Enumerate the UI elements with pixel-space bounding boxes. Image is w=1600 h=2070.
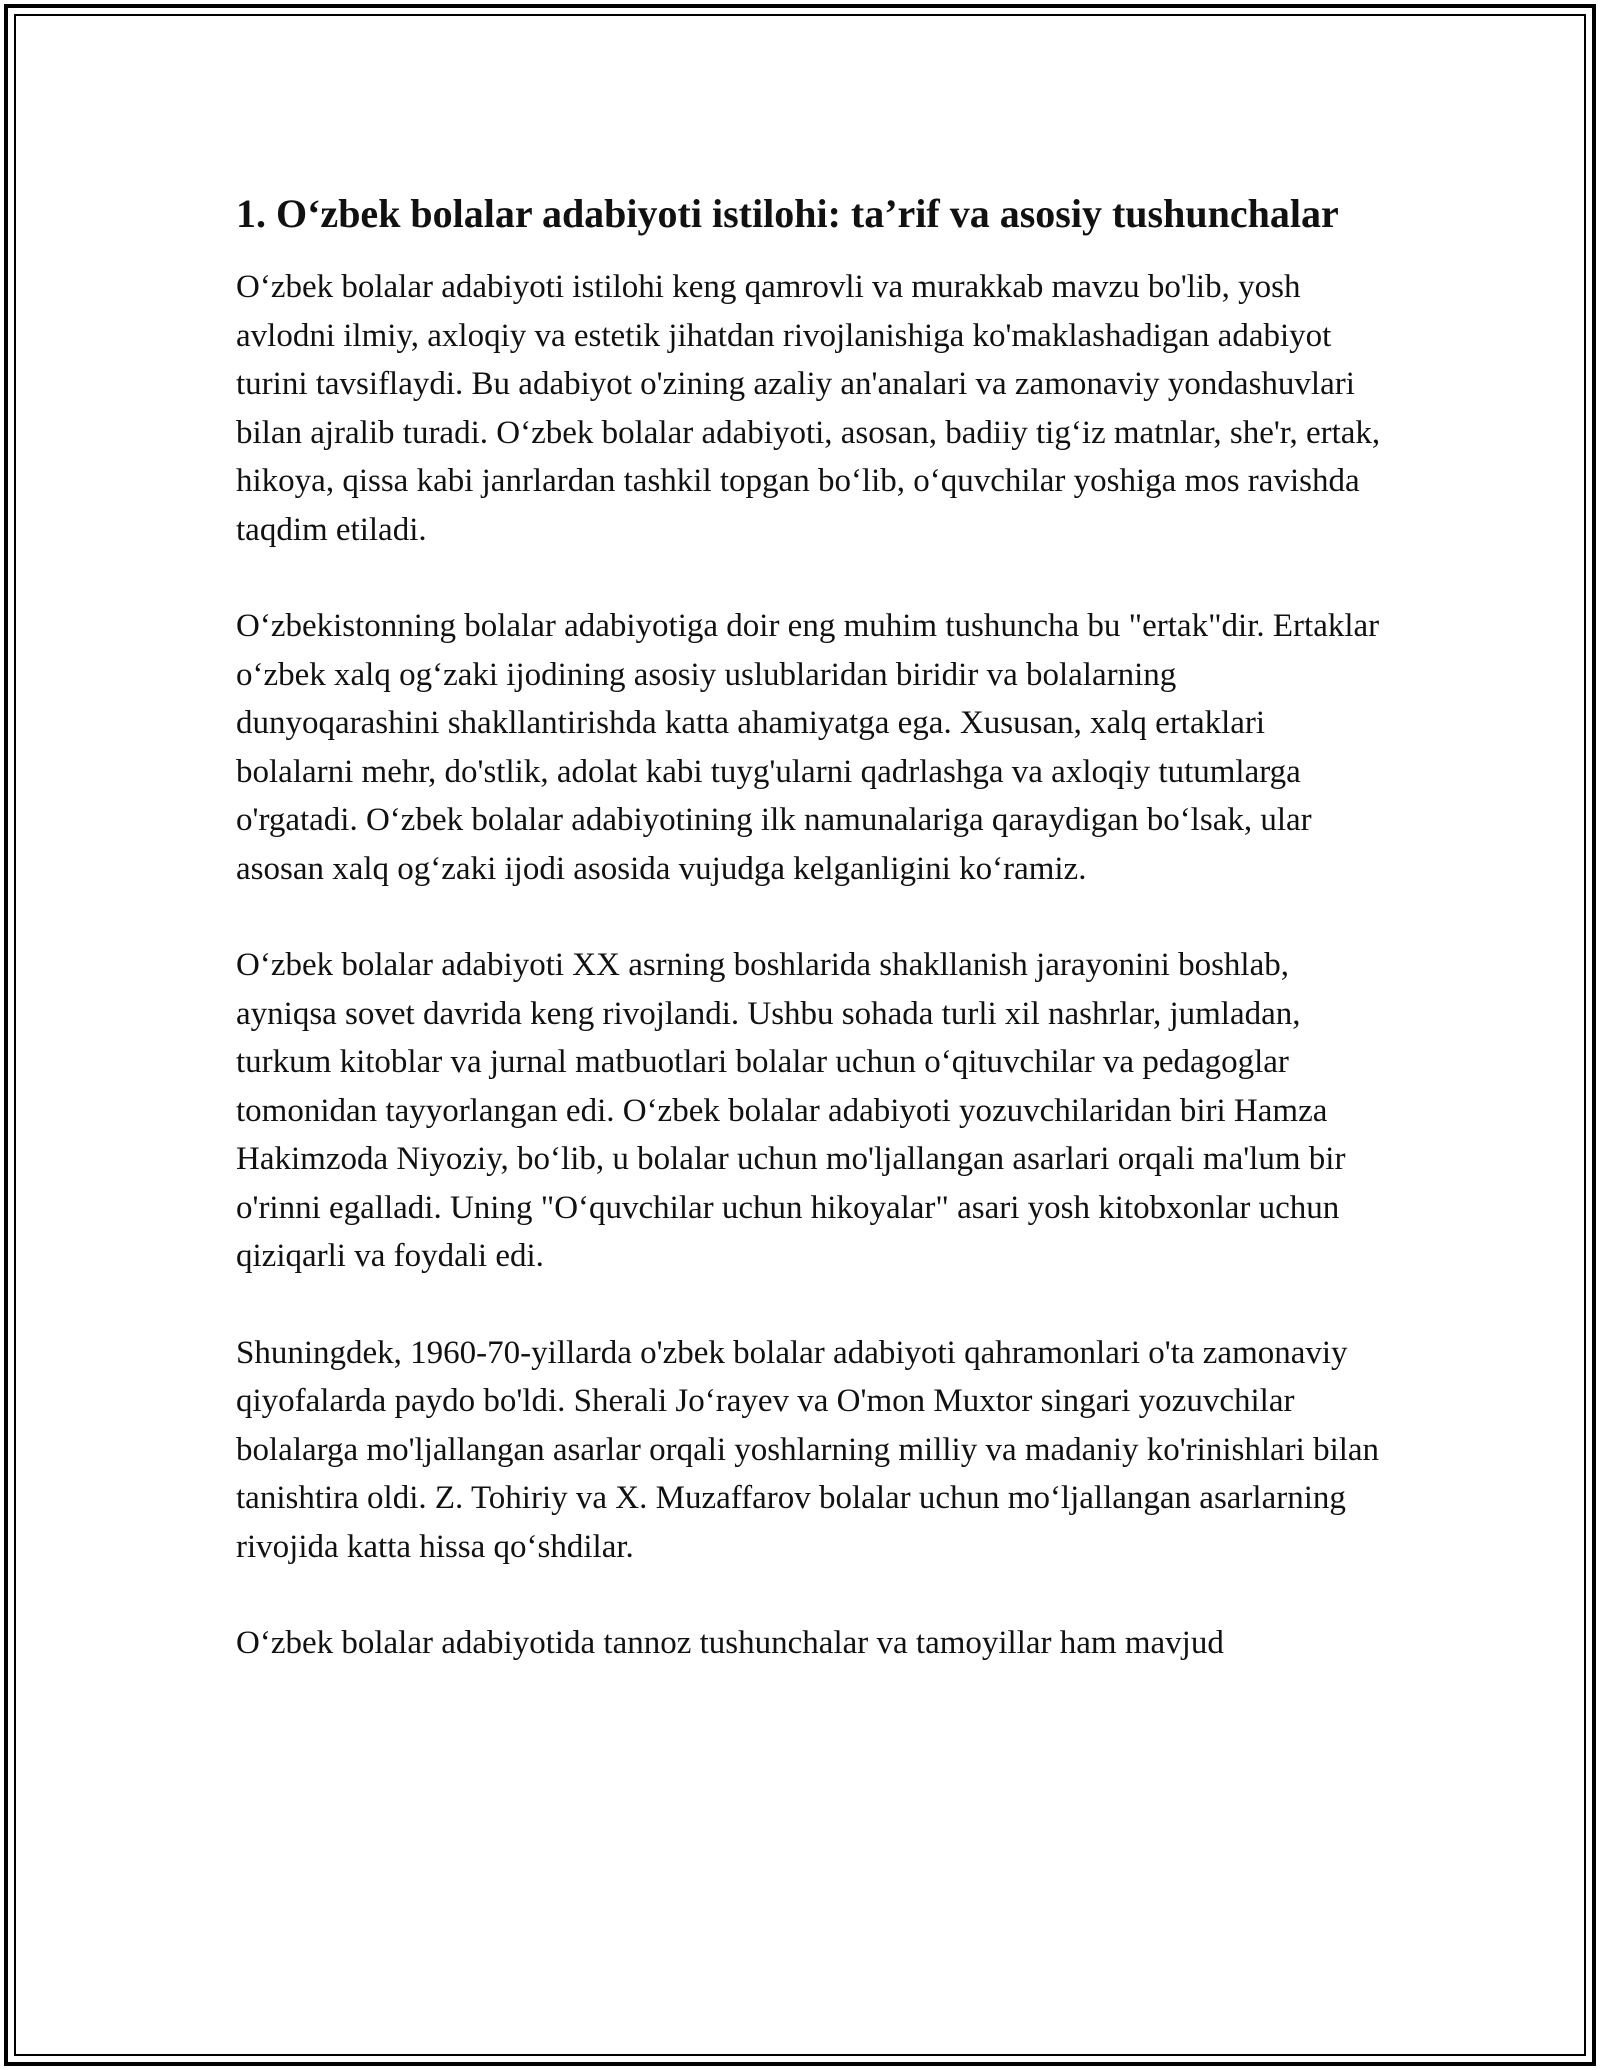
paragraph-ertak: O‘zbekistonning bolalar adabiyotiga doir eng muhim tushuncha bu "ertak"dir. Ertaklar o‘zbek xalq og‘zaki ijodining asosiy uslublaridan biridir va bolalarning dunyoqarashini shakllantirishda katta ahamiyatga ega. Xususan, xalq ertaklari bolalarni mehr, do'stlik, adolat kabi tuyg'ularni qadrlashga va axloqiy tutumlarga o'rgatadi. O‘zbek bolalar adabiyotining ilk namunalariga qaraydigan bo‘lsak, ular asosan xalq og‘zaki ijodi asosida vujudga kelganligini ko‘ramiz. <box>236 608 1380 887</box>
section-heading: 1. O‘zbek bolalar adabiyoti istilohi: ta’rif va asosiy tushunchalar <box>236 191 1339 236</box>
paragraph-principles: O‘zbek bolalar adabiyotida tannoz tushunchalar va tamoyillar ham mavjud <box>236 1625 1224 1661</box>
document-body <box>236 186 1386 1716</box>
paragraph-definition: O‘zbek bolalar adabiyoti istilohi keng qamrovli va murakkab mavzu bo'lib, yosh avlodni ilmiy, axloqiy va estetik jihatdan rivojlanishiga ko'maklashadigan adabiyot turini tavsiflaydi. Bu adabiyot o'zining azaliy an'analari va zamonaviy yondashuvlari bilan ajralib turadi. O‘zbek bolalar adabiyoti, asosan, badiiy tig‘iz matnlar, she'r, ertak, hikoya, qissa kabi janrlardan tashkil topgan bo‘lib, o‘quvchilar yoshiga mos ravishda taqdim etiladi. <box>236 269 1381 548</box>
paragraph-1960-70s: Shuningdek, 1960-70-yillarda o'zbek bolalar adabiyoti qahramonlari o'ta zamonaviy qiyofalarda paydo bo'ldi. Sherali Jo‘rayev va O'mon Muxtor singari yozuvchilar bolalarga mo'ljallangan asarlar orqali yoshlarning milliy va madaniy ko'rinishlari bilan tanishtira oldi. Z. Tohiriy va X. Muzaffarov bolalar uchun mo‘ljallangan asarlarning rivojida katta hissa qo‘shdilar. <box>236 1334 1380 1565</box>
paragraph-xx-century: O‘zbek bolalar adabiyoti XX asrning boshlarida shakllanish jarayonini boshlab, ayniqsa sovet davrida keng rivojlandi. Ushbu sohada turli xil nashrlar, jumladan, turkum kitoblar va jurnal matbuotlari bolalar uchun o‘qituvchilar va pedagoglar tomonidan tayyorlangan edi. O‘zbek bolalar adabiyoti yozuvchilaridan biri Hamza Hakimzoda Niyoziy, bo‘lib, u bolalar uchun mo'ljallangan asarlari orqali ma'lum bir o'rinni egalladi. Uning "O‘quvchilar uchun hikoyalar" asari yosh kitobxonlar uchun qiziqarli va foydali edi. <box>236 947 1346 1274</box>
